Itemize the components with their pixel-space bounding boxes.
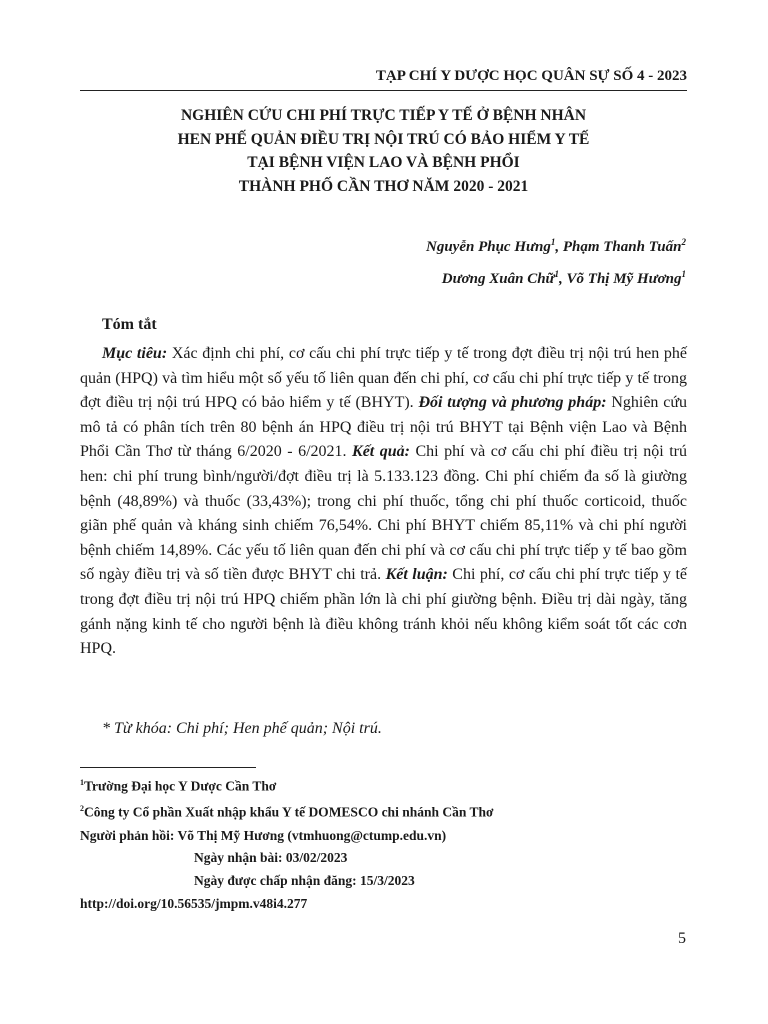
objective-label: Mục tiêu: (102, 345, 168, 362)
affiliation-text: Công ty Cổ phần Xuất nhập khẩu Y tế DOMESCO chi nhánh Cần Thơ (84, 804, 494, 820)
affiliation-marker: 2 (681, 237, 686, 247)
conclusion-text: Chi phí, cơ cấu chi phí trực tiếp y tế trong đợt điều trị nội trú HPQ chiếm phần lớn là chi phí giường bệnh. Điều trị dài ngày, tăng gánh nặng kinh tế cho người bệnh là điều không tránh khỏi nếu không kiểm soát tốt các cơn HPQ. (80, 566, 687, 658)
page-number: 5 (678, 930, 686, 947)
author-separator: , (559, 271, 567, 287)
affiliation-1 (80, 772, 687, 798)
affiliation-marker: 1 (80, 778, 84, 787)
affiliation-text: Trường Đại học Y Dược Cần Thơ (84, 778, 277, 794)
affiliation-marker: 1 (550, 237, 556, 247)
title-line: NGHIÊN CỨU CHI PHÍ TRỰC TIẾP Y TẾ Ở BỆNH NHÂN (180, 107, 587, 124)
abstract-body (80, 342, 687, 662)
affiliation-marker: 1 (681, 269, 686, 279)
journal-header: TẠP CHÍ Y DƯỢC HỌC QUÂN SỰ SỐ 4 - 2023 (80, 68, 687, 91)
conclusion-label: Kết luận: (385, 566, 448, 584)
author-name: Võ Thị Mỹ Hương (566, 271, 682, 287)
affiliation-marker: 2 (80, 804, 84, 814)
results-text: Chi phí và cơ cấu chi phí điều trị nội trú hen: chi phí trung bình/người/đợt điều trị là 5.133.123 đồng. Chi phí chiếm đa số là giường bệnh (48,89%) và thuốc (33,43%); trong chi phí thuốc, tổng chi phí thuốc corticoid, thuốc giãn phế quản và kháng sinh chiếm 76,54%. Chi phí BHYT chiếm 85,11% và chi phí người bệnh chiếm 14,89%. Các yếu tố liên quan đến chi phí và cơ cấu chi phí trực tiếp y tế bao gồm số ngày điều trị và số tiền được BHYT chi trả. (80, 443, 688, 584)
article-title (80, 104, 687, 198)
affiliation-marker: 1 (554, 269, 560, 279)
keywords: * Từ khóa: Chi phí; Hen phế quản; Nội trú. (102, 720, 382, 737)
received-date: Ngày nhận bài: 03/02/2023 (194, 850, 348, 866)
author-list (426, 229, 686, 293)
affiliation-2 (80, 798, 687, 824)
title-line: TẠI BỆNH VIỆN LAO VÀ BỆNH PHỔI (247, 154, 520, 171)
methods-text: Nghiên cứu mô tả có phân tích trên 80 bệnh án HPQ điều trị nội trú BHYT tại Bệnh viện Lao và Bệnh Phổi Cần Thơ từ tháng 6/2020 - 6/2021. (80, 394, 688, 461)
author-name: Phạm Thanh Tuấn (562, 239, 682, 255)
author-name: Dương Xuân Chữ (441, 271, 555, 287)
title-line: HEN PHẾ QUẢN ĐIỀU TRỊ NỘI TRÚ CÓ BẢO HIỂM Y TẾ (177, 130, 590, 148)
correspondence: Người phản hồi: Võ Thị Mỹ Hương (vtmhuong@ctump.edu.vn) (80, 827, 447, 843)
author-separator: , (555, 239, 563, 255)
author-line (426, 261, 686, 293)
footnotes (80, 772, 687, 916)
objective-text: Xác định chi phí, cơ cấu chi phí trực tiếp y tế trong đợt điều trị nội trú hen phế quản (HPQ) và tìm hiểu một số yếu tố liên quan đến chi phí, cơ cấu chi phí trực tiếp y tế trong đợt điều trị nội trú HPQ có bảo hiểm y tế (BHYT). (80, 345, 688, 412)
author-line (426, 229, 686, 261)
title-line: THÀNH PHỐ CẦN THƠ NĂM 2020 - 2021 (238, 177, 529, 195)
abstract-heading: Tóm tắt (102, 316, 157, 333)
methods-label: Đối tượng và phương pháp: (418, 394, 607, 412)
footnote-divider (80, 767, 256, 768)
results-label: Kết quả: (352, 443, 410, 461)
author-name: Nguyễn Phục Hưng (426, 239, 551, 255)
accepted-date: Ngày được chấp nhận đăng: 15/3/2023 (194, 873, 415, 889)
doi-link[interactable]: http://doi.org/10.56535/jmpm.v48i4.277 (80, 895, 308, 911)
